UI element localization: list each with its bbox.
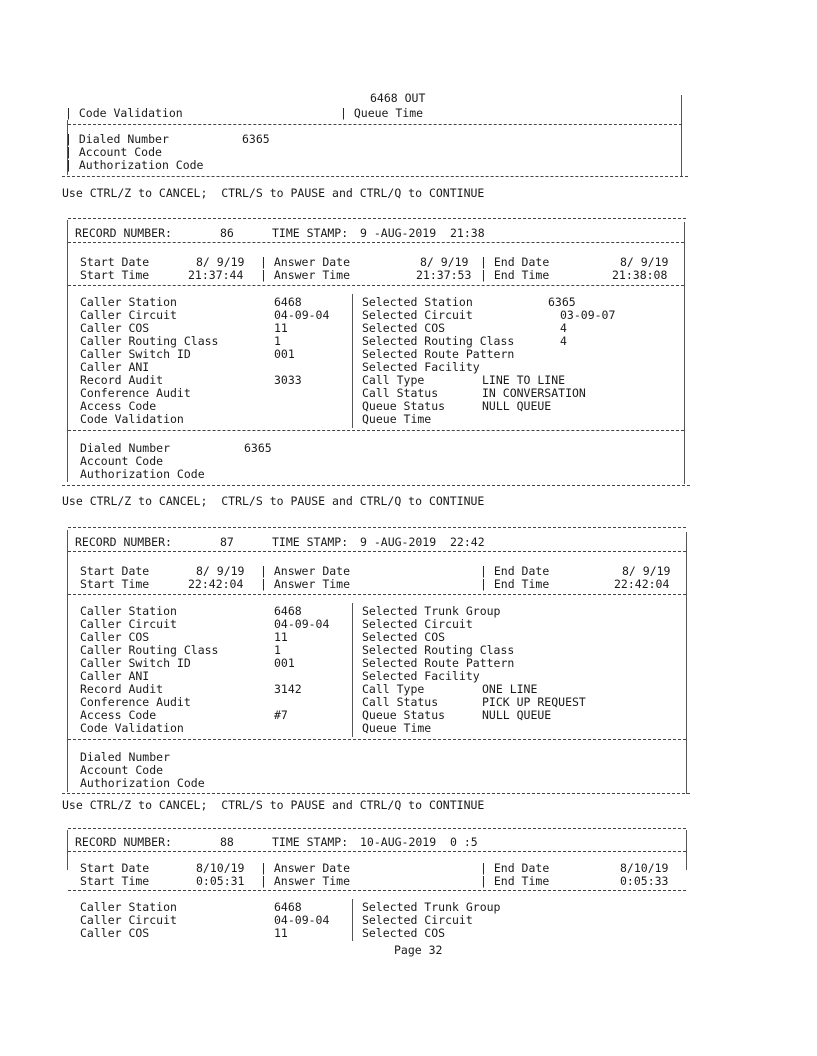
field-value: 11: [274, 630, 288, 644]
divider: [62, 176, 688, 177]
field-label: Selected Routing Class: [362, 643, 515, 657]
field-value: 6468: [274, 295, 302, 309]
record-number: 88: [220, 835, 234, 849]
field-label: Selected Route Pattern: [362, 347, 515, 361]
dialed-number-label: Dialed Number: [80, 441, 171, 455]
field-label: Call Type: [362, 373, 425, 387]
border-line: [67, 530, 68, 792]
record-number: 86: [220, 226, 234, 240]
field-value: 001: [274, 656, 295, 670]
start-time: 21:37:44: [188, 268, 244, 282]
field-label: Caller COS: [80, 926, 150, 940]
answer-date: 8/ 9/19: [420, 255, 469, 269]
divider: [68, 851, 686, 852]
start-date: 8/ 9/19: [196, 255, 245, 269]
field-label: Selected Route Pattern: [362, 656, 515, 670]
divider: [68, 594, 686, 595]
field-value: 4: [560, 321, 567, 335]
end-date: 8/ 9/19: [620, 255, 669, 269]
border-line: [67, 830, 68, 870]
field-label: Caller COS: [80, 630, 150, 644]
start-time-label: Start Time: [80, 577, 150, 591]
end-date-label: | End Date: [480, 564, 550, 578]
start-date: 8/10/19: [196, 861, 245, 875]
divider: [68, 242, 684, 243]
field-value: 001: [274, 347, 295, 361]
dialed-number-label: | Dialed Number: [65, 132, 169, 146]
field-label: Conference Audit: [80, 386, 191, 400]
field-label: Selected Routing Class: [362, 334, 515, 348]
divider: [62, 793, 690, 794]
field-label: Caller Circuit: [80, 617, 177, 631]
timestamp: 9 -AUG-2019 22:42: [360, 535, 485, 549]
field-label: Selected Station: [362, 295, 473, 309]
account-code-label: Account Code: [80, 763, 164, 777]
field-label: Caller Station: [80, 900, 177, 914]
page-number: Page 32: [394, 943, 443, 957]
divider: [68, 551, 686, 552]
field-value: 6365: [548, 295, 576, 309]
start-date-label: Start Date: [80, 564, 150, 578]
answer-date-label: | Answer Date: [260, 255, 351, 269]
field-value: 04-09-04: [274, 913, 330, 927]
field-label: Selected Trunk Group: [362, 900, 501, 914]
column-separator: [352, 294, 353, 428]
end-date: 8/ 9/19: [622, 564, 671, 578]
timestamp-label: TIME STAMP:: [272, 535, 349, 549]
control-instructions: Use CTRL/Z to CANCEL; CTRL/S to PAUSE and CTRL/Q to CONTINUE: [62, 186, 485, 200]
field-label: Selected Circuit: [362, 308, 473, 322]
border-line: [681, 95, 682, 177]
end-date-label: | End Date: [480, 861, 550, 875]
end-date-label: | End Date: [480, 255, 550, 269]
start-time: 22:42:04: [188, 577, 244, 591]
divider: [68, 739, 686, 740]
end-time-label: | End Time: [480, 874, 550, 888]
divider: [68, 124, 682, 125]
end-date: 8/10/19: [620, 861, 669, 875]
timestamp-label: TIME STAMP:: [272, 226, 349, 240]
start-date-label: Start Date: [80, 255, 150, 269]
field-value: 4: [560, 334, 567, 348]
field-label: Selected Circuit: [362, 617, 473, 631]
timestamp: 10-AUG-2019 0 :5: [360, 835, 478, 849]
field-label: Caller Routing Class: [80, 334, 219, 348]
column-separator: [352, 603, 353, 737]
field-label: Access Code: [80, 708, 157, 722]
field-label: Selected Facility: [362, 669, 480, 683]
field-label: Access Code: [80, 399, 157, 413]
field-value: 3142: [274, 682, 302, 696]
field-label: Caller Switch ID: [80, 347, 191, 361]
start-time: 0:05:31: [196, 874, 245, 888]
field-label: Code Validation: [80, 412, 184, 426]
field-label: Caller Station: [80, 604, 177, 618]
field-label: Record Audit: [80, 682, 164, 696]
field-label: Call Type: [362, 682, 425, 696]
start-date: 8/ 9/19: [196, 564, 245, 578]
end-time-label: | End Time: [480, 577, 550, 591]
field-value: 1: [274, 334, 281, 348]
answer-date-label: | Answer Date: [260, 564, 351, 578]
start-date-label: Start Date: [80, 861, 150, 875]
field-label: Call Status: [362, 695, 439, 709]
field-label: Caller Routing Class: [80, 643, 219, 657]
answer-date-label: | Answer Date: [260, 861, 351, 875]
border-line: [686, 532, 687, 794]
record-number-label: RECORD NUMBER:: [75, 535, 172, 549]
field-value: 11: [274, 926, 288, 940]
field-label: Selected Facility: [362, 360, 480, 374]
divider: [62, 485, 690, 486]
field-label: Queue Status: [362, 399, 446, 413]
divider: [68, 218, 686, 219]
field-label: Selected Circuit: [362, 913, 473, 927]
record-number-label: RECORD NUMBER:: [75, 226, 172, 240]
control-instructions: Use CTRL/Z to CANCEL; CTRL/S to PAUSE and CTRL/Q to CONTINUE: [62, 798, 485, 812]
dialed-number-value: 6365: [244, 441, 272, 455]
column-separator: [352, 899, 353, 941]
end-time-label: | End Time: [480, 268, 550, 282]
dialed-number-label: Dialed Number: [80, 750, 171, 764]
border-line: [684, 222, 685, 484]
border-line: [67, 220, 68, 482]
field-label: Conference Audit: [80, 695, 191, 709]
field-value: IN CONVERSATION: [482, 386, 586, 400]
end-time: 21:38:08: [612, 268, 668, 282]
field-label: Selected Trunk Group: [362, 604, 501, 618]
answer-time-label: | Answer Time: [260, 874, 351, 888]
field-value: LINE TO LINE: [482, 373, 566, 387]
field-value: ONE LINE: [482, 682, 538, 696]
divider: [68, 828, 686, 829]
field-value: NULL QUEUE: [482, 399, 552, 413]
authorization-code-label: | Authorization Code: [65, 158, 204, 172]
end-time: 0:05:33: [620, 874, 669, 888]
start-time-label: Start Time: [80, 874, 150, 888]
field-label: Selected COS: [362, 630, 446, 644]
record-number-label: RECORD NUMBER:: [75, 835, 172, 849]
border-line: [686, 830, 687, 870]
field-label: Selected COS: [362, 321, 446, 335]
answer-time: 21:37:53: [416, 268, 472, 282]
start-time-label: Start Time: [80, 268, 150, 282]
field-value: 11: [274, 321, 288, 335]
field-label: Caller COS: [80, 321, 150, 335]
field-label: Caller Station: [80, 295, 177, 309]
queue-time-label: | Queue Time: [340, 106, 424, 120]
field-label: Call Status: [362, 386, 439, 400]
field-label: Selected COS: [362, 926, 446, 940]
dialed-number-value: 6365: [242, 132, 270, 146]
field-value: NULL QUEUE: [482, 708, 552, 722]
timestamp: 9 -AUG-2019 21:38: [360, 226, 485, 240]
field-label: Caller ANI: [80, 669, 150, 683]
field-value: 04-09-04: [274, 617, 330, 631]
field-label: Queue Time: [362, 721, 432, 735]
field-value: 04-09-04: [274, 308, 330, 322]
field-value: 3033: [274, 373, 302, 387]
authorization-code-label: Authorization Code: [80, 467, 205, 481]
field-label: Caller ANI: [80, 360, 150, 374]
field-value: 6468: [274, 900, 302, 914]
end-time: 22:42:04: [614, 577, 670, 591]
answer-time-label: | Answer Time: [260, 577, 351, 591]
field-value: 1: [274, 643, 281, 657]
timestamp-label: TIME STAMP:: [272, 835, 349, 849]
answer-time-label: | Answer Time: [260, 268, 351, 282]
authorization-code-label: Authorization Code: [80, 776, 205, 790]
field-value: 03-09-07: [560, 308, 616, 322]
record-number: 87: [220, 535, 234, 549]
field-label: Caller Circuit: [80, 913, 177, 927]
field-label: Queue Time: [362, 412, 432, 426]
divider: [68, 430, 684, 431]
account-code-label: Account Code: [80, 454, 164, 468]
account-code-label: | Account Code: [65, 145, 162, 159]
field-value: PICK UP REQUEST: [482, 695, 586, 709]
field-label: Code Validation: [80, 721, 184, 735]
control-instructions: Use CTRL/Z to CANCEL; CTRL/S to PAUSE and CTRL/Q to CONTINUE: [62, 494, 485, 508]
field-label: Queue Status: [362, 708, 446, 722]
divider: [68, 527, 686, 528]
divider: [68, 285, 684, 286]
field-value: 6468: [274, 604, 302, 618]
field-label: Caller Switch ID: [80, 656, 191, 670]
field-label: Caller Circuit: [80, 308, 177, 322]
field-value: #7: [274, 708, 288, 722]
top-header: 6468 OUT: [370, 91, 426, 105]
divider: [68, 890, 686, 891]
code-validation-label: | Code Validation: [65, 106, 183, 120]
field-label: Record Audit: [80, 373, 164, 387]
